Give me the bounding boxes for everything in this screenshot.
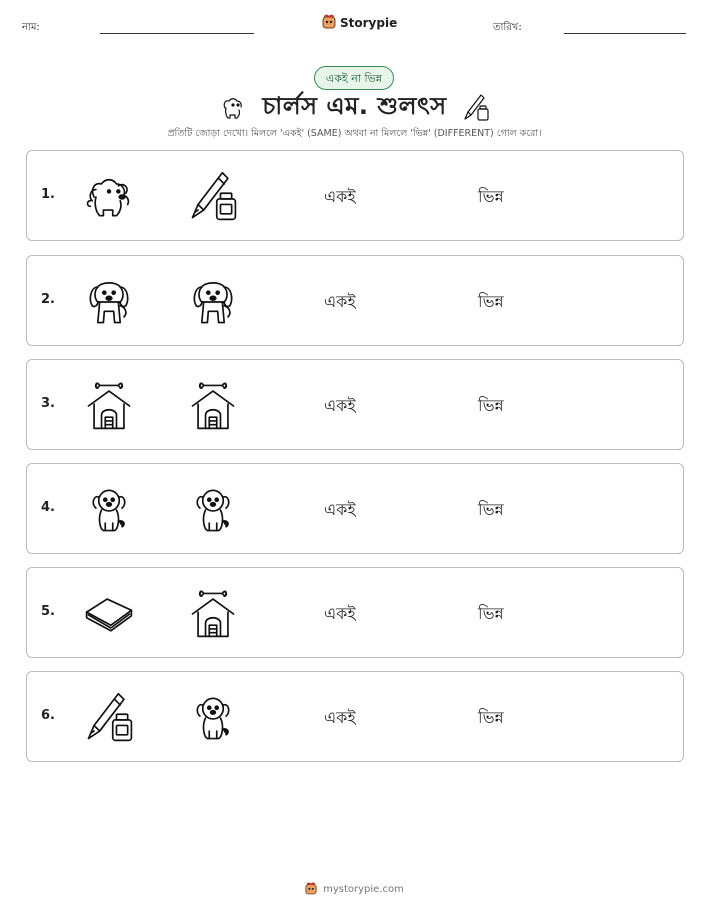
pair-row — [26, 255, 684, 346]
option-same[interactable]: একই — [324, 604, 356, 623]
doghouse-icon — [185, 586, 241, 642]
storypie-mascot-icon — [305, 880, 317, 899]
dog-icon — [81, 169, 137, 225]
pair-row — [26, 567, 684, 658]
pen-ink-icon — [185, 169, 241, 225]
doghouse-icon — [81, 378, 137, 434]
date-label: তারিখ: — [493, 22, 522, 33]
option-same[interactable]: একই — [324, 708, 356, 727]
doghouse-icon — [185, 378, 241, 434]
option-different[interactable]: ভিন্ন — [478, 500, 504, 519]
brand-logo — [322, 13, 397, 33]
instructions: প্রতিটি জোড়া দেখো। মিললে 'একই' (SAME) অথবা না মিললে 'ভিন্ন' (DIFFERENT) গোল করো। — [167, 128, 542, 139]
book-icon — [81, 586, 137, 642]
option-same[interactable]: একই — [324, 187, 356, 206]
option-different[interactable]: ভিন্ন — [478, 292, 504, 311]
row-number: 1. — [41, 187, 55, 202]
row-number: 5. — [41, 604, 55, 619]
dog-icon — [218, 93, 248, 123]
puppy-icon — [185, 690, 241, 746]
pair-row — [26, 671, 684, 762]
pair-row — [26, 359, 684, 450]
footer — [0, 880, 709, 899]
puppy-icon — [185, 482, 241, 538]
brand-name: Storypie — [340, 16, 398, 30]
option-same[interactable]: একই — [324, 396, 356, 415]
option-same[interactable]: একই — [324, 500, 356, 519]
option-different[interactable]: ভিন্ন — [478, 604, 504, 623]
beagle-icon — [185, 274, 241, 330]
pen-ink-icon — [461, 93, 491, 123]
row-number: 4. — [41, 500, 55, 515]
name-label: নাম: — [22, 22, 40, 33]
row-number: 3. — [41, 396, 55, 411]
pen-ink-icon — [81, 690, 137, 746]
beagle-icon — [81, 274, 137, 330]
row-number: 2. — [41, 292, 55, 307]
puppy-icon — [81, 482, 137, 538]
date-line[interactable] — [564, 33, 686, 34]
page-title: চার্লস এম. শুলৎস — [262, 92, 447, 120]
option-same[interactable]: একই — [324, 292, 356, 311]
storypie-mascot-icon — [322, 13, 336, 33]
topic-badge: একই না ভিন্ন — [314, 66, 394, 90]
pair-row — [26, 463, 684, 554]
option-different[interactable]: ভিন্ন — [478, 708, 504, 727]
option-different[interactable]: ভিন্ন — [478, 396, 504, 415]
row-number: 6. — [41, 708, 55, 723]
pair-row — [26, 150, 684, 241]
option-different[interactable]: ভিন্ন — [478, 187, 504, 206]
name-line[interactable] — [100, 33, 254, 34]
footer-site: mystorypie.com — [323, 884, 404, 895]
